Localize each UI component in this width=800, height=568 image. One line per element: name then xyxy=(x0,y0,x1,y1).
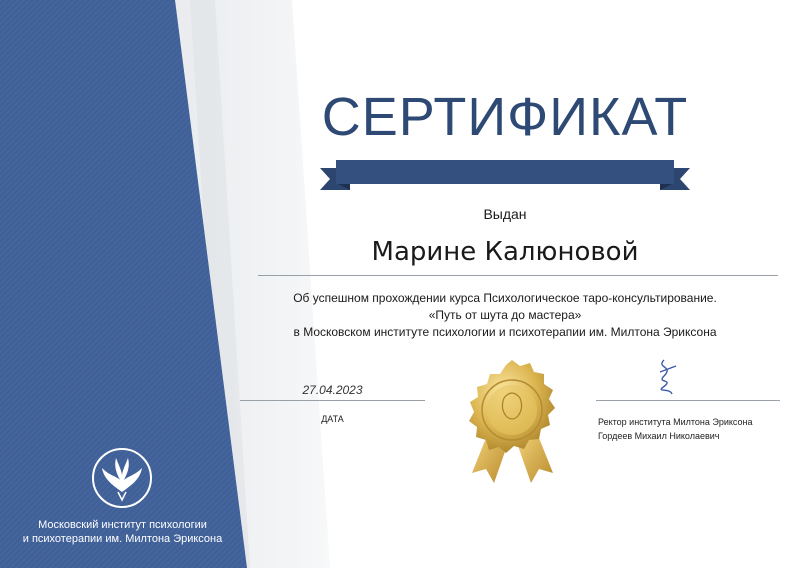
date-label: ДАТА xyxy=(321,414,344,424)
issued-label: Выдан xyxy=(483,206,527,222)
gold-seal-icon xyxy=(450,355,575,485)
body-line-1: Об успешном прохождении курса Психологическое таро-консультирование. xyxy=(293,291,717,305)
recipient-name: Марине Калюновой xyxy=(371,237,639,267)
body-line-3: в Московском институте психологии и психотерапии им. Милтона Эриксона xyxy=(293,325,717,339)
date-line xyxy=(240,400,425,401)
signatory-block xyxy=(598,415,798,443)
signature-line xyxy=(596,400,780,401)
certificate-body xyxy=(250,290,760,341)
signature-icon xyxy=(650,358,684,396)
signatory-name: Гордеев Михаил Николаевич xyxy=(598,431,720,441)
title-ribbon xyxy=(320,156,690,194)
org-line-2: и психотерапии им. Милтона Эриксона xyxy=(22,533,223,545)
certificate-title: СЕРТИФИКАТ xyxy=(321,87,689,147)
organization-name xyxy=(0,518,245,546)
org-line-1: Московский институт психологии xyxy=(38,519,207,531)
issue-date: 27.04.2023 xyxy=(302,383,363,397)
body-line-2: «Путь от шута до мастера» xyxy=(428,308,582,322)
name-underline xyxy=(258,275,778,276)
phoenix-logo-icon xyxy=(90,446,154,510)
signatory-title: Ректор института Милтона Эриксона xyxy=(598,417,753,427)
